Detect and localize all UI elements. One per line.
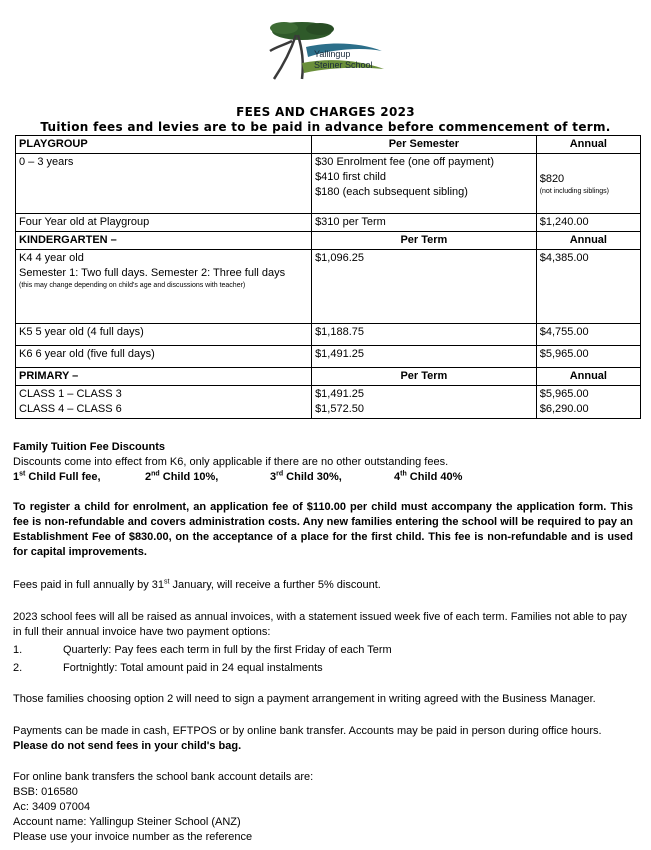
table-cell: K5 5 year old (4 full days): [16, 324, 312, 346]
table-cell: $4,755.00: [536, 324, 640, 346]
row-line: K4 4 year old: [19, 252, 84, 264]
discount-1: 1st Child Full fee,: [13, 470, 101, 483]
class-line: CLASS 1 – CLASS 3: [19, 388, 122, 400]
fee-line: $6,290.00: [539, 403, 589, 415]
column-header: Per Term: [312, 232, 537, 250]
bank-bsb: BSB: 016580: [13, 786, 78, 798]
section-label: PLAYGROUP: [16, 136, 312, 154]
table-row: [16, 346, 641, 368]
fee-note: (not including siblings): [539, 187, 609, 195]
annual-discount: Fees paid in full annually by 31st January, will receive a further 5% discount.: [13, 578, 381, 591]
column-header: Per Term: [312, 368, 537, 386]
table-cell: [536, 154, 640, 214]
fee-line: $1,491.25: [315, 388, 364, 400]
column-header: Annual: [536, 136, 640, 154]
discount-2: 2nd Child 10%,: [145, 470, 219, 483]
fee-line: $410 first child: [315, 171, 386, 183]
table-cell: $1,491.25: [312, 346, 537, 368]
table-row: [16, 386, 641, 419]
class-line: CLASS 4 – CLASS 6: [19, 403, 122, 415]
fee-line: $1,572.50: [315, 403, 364, 415]
logo-line2: Steiner School: [314, 60, 373, 70]
fee-line: $180 (each subsequent sibling): [315, 186, 468, 198]
bank-account: Ac: 3409 07004: [13, 801, 91, 813]
table-cell: $1,096.25: [312, 250, 537, 324]
table-cell: [16, 250, 312, 324]
table-row: [16, 136, 641, 154]
table-row: [16, 154, 641, 214]
fees-table: [15, 135, 641, 419]
logo-text: [314, 49, 373, 71]
discounts-note: Discounts come into effect from K6, only applicable if there are no other outstanding fees.: [13, 456, 449, 468]
invoice-paragraph: 2023 school fees will all be raised as annual invoices, with a statement issued week five of each term. Families not able to pay in full their annual invoice have two payment options:: [13, 611, 627, 638]
page-title: FEES AND CHARGES 2023: [236, 105, 415, 119]
table-cell: [312, 154, 537, 214]
table-row: [16, 214, 641, 232]
discounts-heading: Family Tuition Fee Discounts: [13, 441, 165, 453]
table-cell: [312, 386, 537, 419]
discount-3: 3rd Child 30%,: [270, 470, 342, 483]
table-cell: $1,188.75: [312, 324, 537, 346]
table-cell: [536, 386, 640, 419]
logo-line1: Yallingup: [314, 49, 351, 59]
fee-amount: $820: [539, 172, 565, 185]
bank-reference: Please use your invoice number as the reference: [13, 831, 253, 843]
fee-line: $30 Enrolment fee (one off payment): [315, 156, 495, 168]
section-label: PRIMARY –: [16, 368, 312, 386]
bank-intro: For online bank transfers the school bank account details are:: [13, 771, 314, 783]
table-row: [16, 324, 641, 346]
column-header: Annual: [536, 232, 640, 250]
school-logo: [262, 17, 388, 83]
section-label: KINDERGARTEN –: [16, 232, 312, 250]
table-cell: K6 6 year old (five full days): [16, 346, 312, 368]
page-subtitle: Tuition fees and levies are to be paid in advance before commencement of term.: [40, 120, 611, 134]
enrolment-paragraph: To register a child for enrolment, an application fee of $110.00 per child must accompany the application form. This fee is non-refundable and covers administration costs. Any new families entering the school will be required to pay an Establishment Fee of $830.00, on the acceptance of a place for the first child. This fee is non-refundable and is used for capital improvements.: [13, 501, 633, 558]
table-row: [16, 250, 641, 324]
row-note: (this may change depending on child's age and discussions with teacher): [19, 282, 246, 289]
column-header: Annual: [536, 368, 640, 386]
table-cell: $1,240.00: [536, 214, 640, 232]
table-cell: Four Year old at Playgroup: [16, 214, 312, 232]
table-row: [16, 232, 641, 250]
discount-4: 4th Child 40%: [394, 470, 463, 483]
bank-account-name: Account name: Yallingup Steiner School (ANZ): [13, 816, 241, 828]
table-cell: 0 – 3 years: [16, 154, 312, 214]
row-line: Semester 1: Two full days. Semester 2: Three full days: [19, 267, 286, 279]
table-row: [16, 368, 641, 386]
table-cell: [16, 386, 312, 419]
fee-line: $5,965.00: [539, 388, 589, 400]
table-cell: $310 per Term: [312, 214, 537, 232]
option2-paragraph: Those families choosing option 2 will need to sign a payment arrangement in writing agreed with the Business Manager.: [13, 693, 596, 705]
payments-paragraph: Payments can be made in cash, EFTPOS or by online bank transfer. Accounts may be paid in person during office hours.: [13, 725, 602, 737]
table-cell: $4,385.00: [536, 250, 640, 324]
column-header: Per Semester: [312, 136, 537, 154]
table-cell: $5,965.00: [536, 346, 640, 368]
no-fees-in-bag: Please do not send fees in your child's bag.: [13, 740, 242, 752]
